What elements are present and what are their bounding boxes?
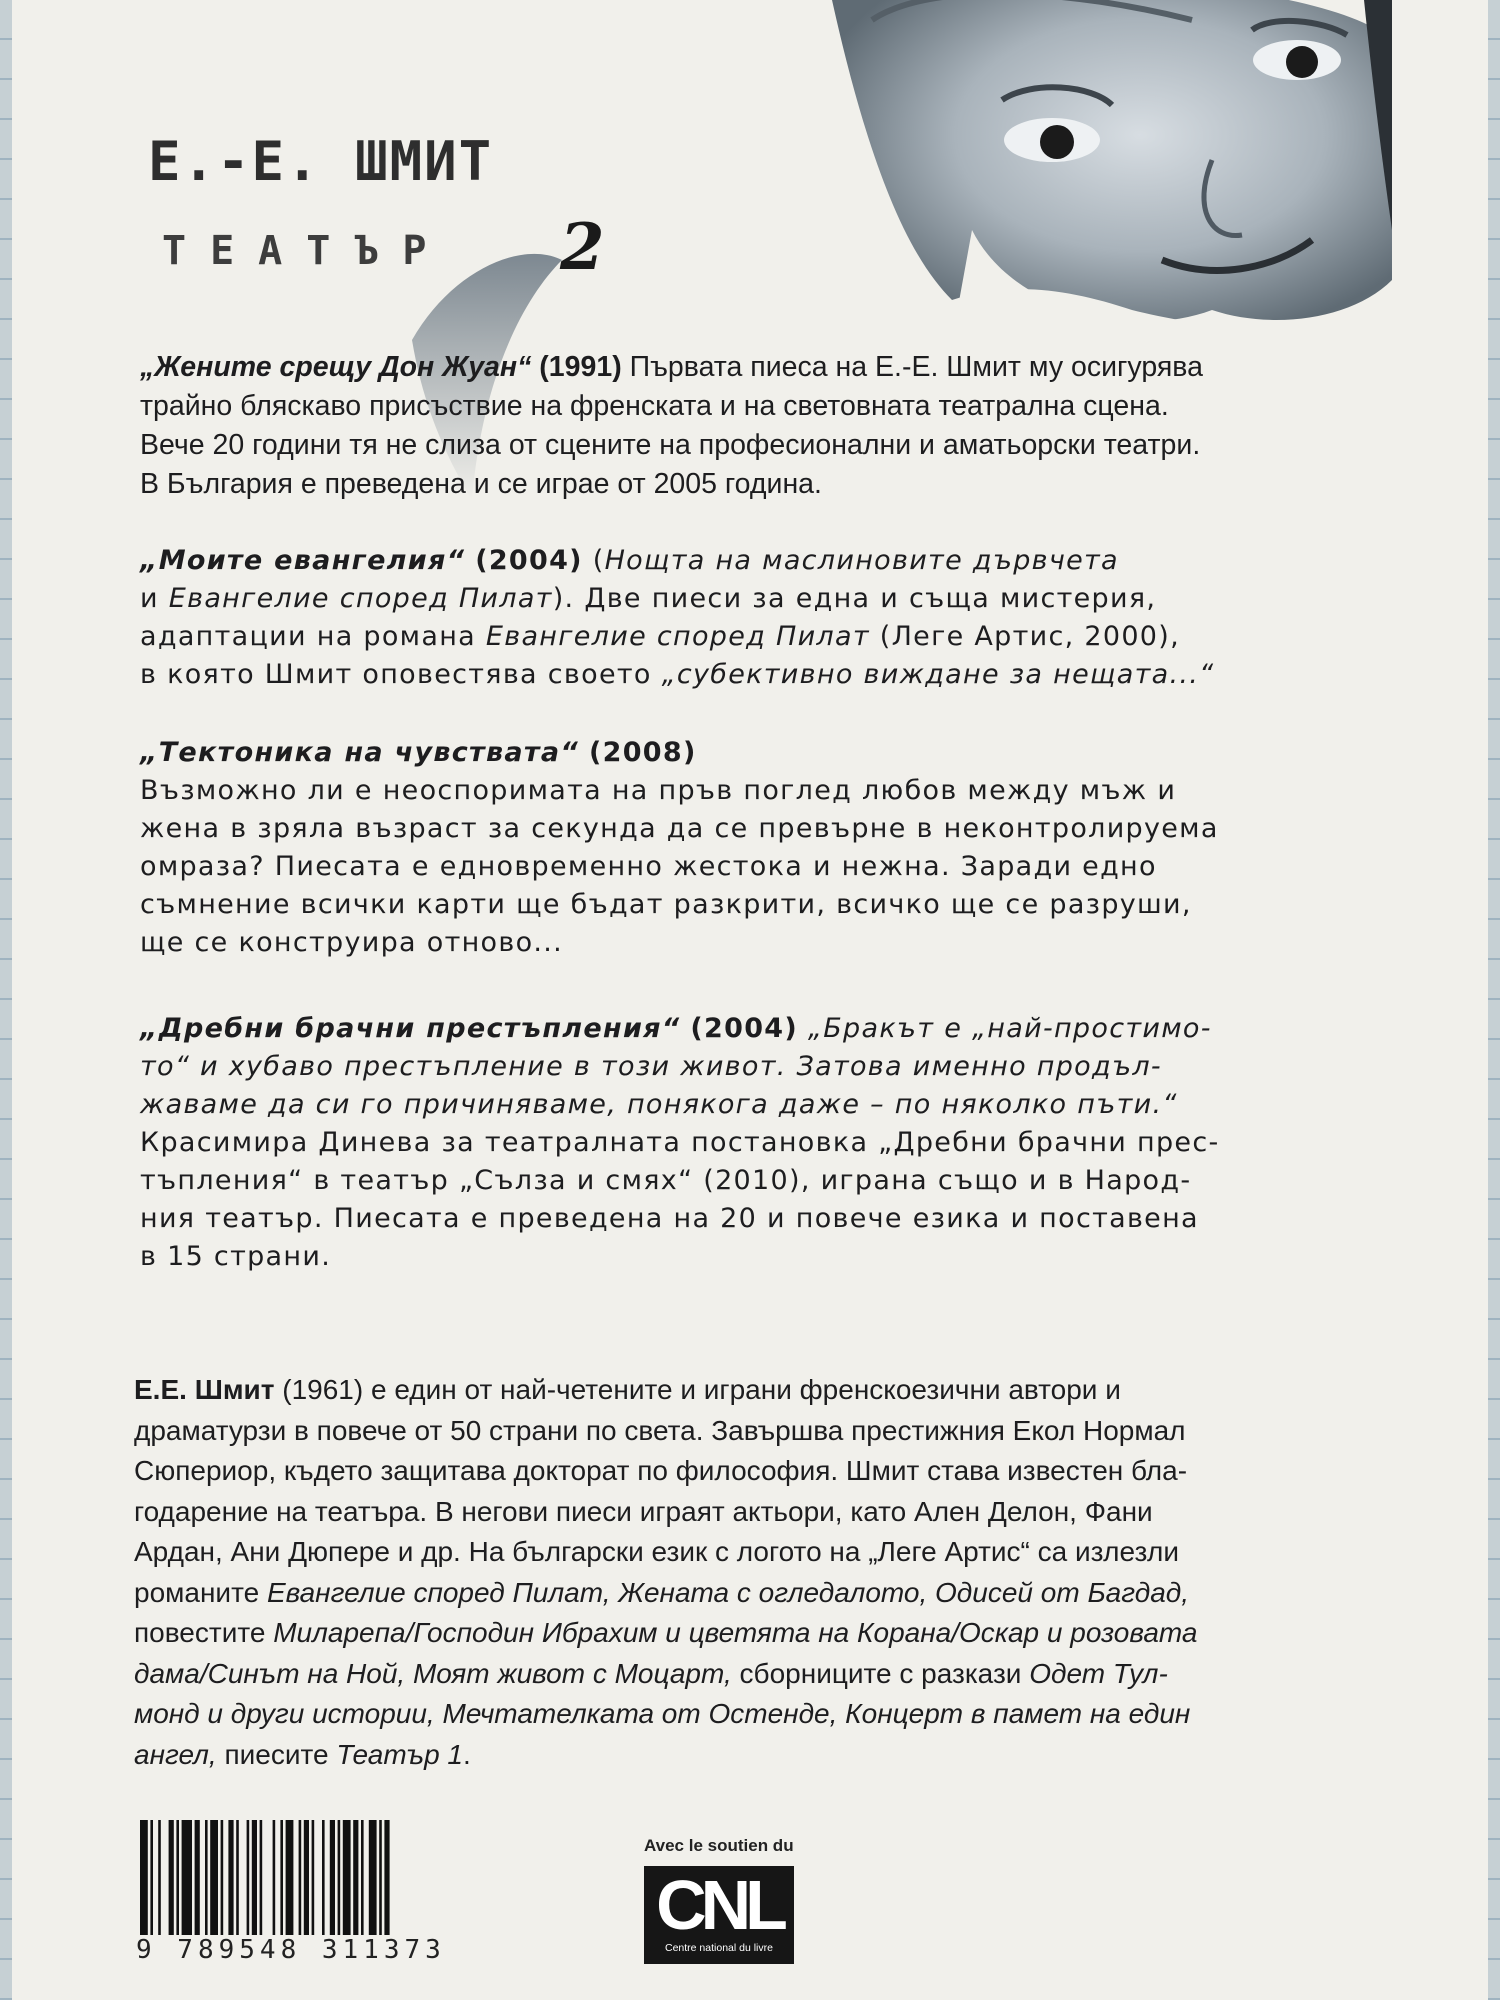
barcode-bar [361,1820,364,1938]
support-text: Avec le soutien du [644,1836,794,1855]
text-fragment: ). Две пиеси за една и съща мистерия, [552,583,1157,614]
bio-line: (1961) е един от най-четените и играни френскоезични автори и [282,1374,1121,1405]
play-title: „Моите евангелия“ [140,545,466,576]
play-title: „Тектоника на чувствата“ [140,737,580,768]
bio-fragment: пиесите [224,1738,329,1770]
author-name: Е.-Е. ШМИТ [148,130,494,193]
bio-italic: Миларепа/Господин Ибрахим и цветята на Корана/Оскар и розовата [273,1617,1198,1648]
barcode-bar [322,1820,325,1938]
barcode-bar [379,1820,382,1938]
barcode-bar [140,1820,148,1938]
barcode-bar [312,1820,315,1938]
text-fragment: (Леге Артис, 2000), [879,621,1181,652]
bio-fragment: . [463,1738,471,1770]
book-back-cover [12,0,1490,2000]
quote-line: жаваме да си го причиняваме, понякога даже – по няколко пъти.“ [140,1089,1178,1120]
author-biography [134,1370,1394,1775]
text-line: трайно бляскаво присъствие на френската и на световната театрална сцена. [140,390,1169,422]
text-line: Красимира Динева за театралната постановка „Дребни брачни прес- [140,1127,1220,1158]
play-title: „Жените срещу Дон Жуан“ [140,351,532,383]
barcode-bar [169,1820,174,1938]
barcode-bar [273,1820,276,1938]
bio-fragment: романите [134,1576,260,1608]
barcode-bar [304,1820,309,1938]
barcode-bar [205,1820,208,1938]
barcode-bar [252,1820,257,1938]
bio-italic: Евангелие според Пилат, Жената с огледалото, Одисей от Багдад, [266,1576,1190,1608]
text-line: омраза? Пиесата е едновременно жестока и нежна. Заради едно [140,851,1157,882]
italic-fragment: „субективно виждане за нещата...“ [661,659,1215,690]
bio-line: годарение на театъра. В негови пиеси играят актьори, като Ален Делон, Фани [134,1495,1153,1527]
italic-fragment: Евангелие според Пилат [168,583,553,614]
barcode-bar [338,1820,341,1938]
play-description-gospels [140,542,1400,694]
barcode-bar [182,1820,192,1938]
barcode-bar [260,1820,263,1938]
text-fragment: в която Шмит оповестява своето [140,659,652,690]
barcode-bar [280,1820,283,1938]
text-line: Първата пиеса на Е.-Е. Шмит му осигурява [629,351,1203,383]
barcode-bar [353,1820,358,1938]
play-year: (1991) [539,351,622,383]
text-fragment: и [140,583,159,614]
play-year: (2004) [690,1013,799,1044]
volume-number: 2 [560,210,605,285]
text-line: Вече 20 години тя не слиза от сцените на професионални и аматьорски театри. [140,429,1201,461]
text-fragment: адаптации на романа [140,621,476,652]
barcode-bar [286,1820,294,1938]
bio-fragment: сборниците с разкази [739,1657,1022,1689]
bio-italic: Одет Тул- [1029,1657,1168,1689]
barcode-bar [228,1820,233,1938]
italic-fragment: Нощта на маслиновите дървчета [604,545,1119,576]
quote-line: то“ и хубаво престъпление в този живот. Затова именно продъл- [140,1051,1162,1082]
barcode-bar [330,1820,335,1938]
play-title: „Дребни брачни престъпления“ [140,1013,681,1044]
bio-line: драматурзи в повече от 50 страни по света. Завършва престижния Екол Нормал [134,1414,1186,1446]
text-line: Възможно ли е неоспоримата на пръв поглед любов между мъж и [140,775,1177,806]
cnl-logo-letters: CNL [656,1866,782,1944]
text-line: съмнение всички карти ще бъдат разкрити, всичко ще се разруши, [140,889,1192,920]
bio-fragment: повестите [134,1617,266,1648]
text-line: В България е преведена и се играе от 2005 година. [140,468,822,500]
barcode-bar [369,1820,377,1938]
paper-edge-left [0,0,12,2000]
play-year: (2008) [588,737,697,768]
barcode-bar [384,1820,389,1938]
barcode-bar [221,1820,224,1938]
series-title: ТЕАТЪР [162,228,451,274]
barcode-bar [343,1820,351,1938]
text-line: ния театър. Пиесата е преведена на 20 и повече езика и поставена [140,1203,1199,1234]
quote-line: „Бракът е „най-простимо- [807,1013,1212,1044]
isbn-number: 9 789548 311373 [136,1935,536,1965]
bio-line: Ардан, Ани Дюпере и др. На български език с логото на „Леге Артис“ са излезли [134,1536,1179,1567]
play-description-don-juan [140,348,1400,504]
italic-fragment: Евангелие според Пилат [485,621,870,652]
barcode-bar [176,1820,179,1938]
bio-italic: монд и други истории, Мечтателката от Остенде, Концерт в памет на един [134,1698,1191,1729]
barcode-bar [210,1820,218,1938]
barcode-bar [236,1820,239,1938]
bio-italic: ангел, [134,1738,217,1770]
cnl-logo [644,1866,794,1964]
barcode-bar [195,1820,200,1938]
play-year: (2004) [475,545,583,576]
paper-edge-right [1488,0,1500,2000]
text-line: ще се конструира отново... [140,927,564,958]
barcode-bar [150,1820,153,1938]
play-description-small-crimes [140,1010,1400,1276]
bio-line: Сюпериор, където защитава докторат по философия. Шмит става известен бла- [134,1455,1188,1486]
barcode-bar [158,1820,161,1938]
barcode-bar [247,1820,250,1938]
text-line: в 15 страни. [140,1241,332,1272]
bio-italic: дама/Синът на Ной, Моят живот с Моцарт, [134,1657,732,1689]
barcode-bar [299,1820,302,1938]
bio-name: Е.Е. Шмит [134,1374,275,1405]
cnl-logo-caption: Centre national du livre [665,1942,773,1954]
text-fragment: ( [592,545,605,576]
play-description-tectonics [140,734,1400,962]
text-line: жена в зряла възраст за секунда да се превърне в неконтролируема [140,813,1219,844]
bio-italic: Театър 1 [336,1738,464,1770]
text-line: тъпления“ в театър „Сълза и смях“ (2010), играна също и в Народ- [140,1165,1192,1196]
